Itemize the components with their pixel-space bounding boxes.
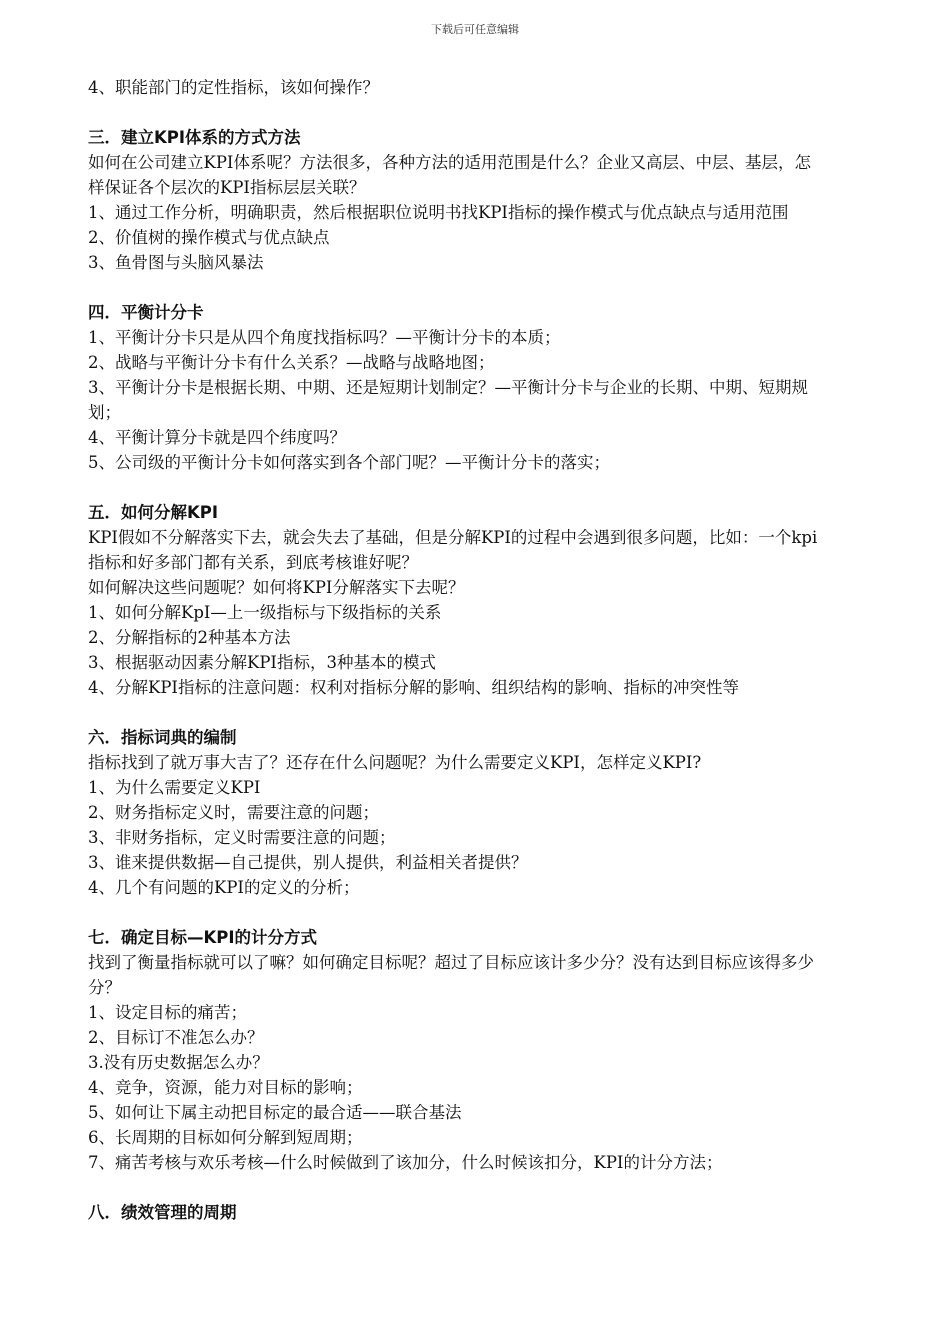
section-heading: 八．绩效管理的周期 bbox=[88, 1203, 237, 1222]
section-5 bbox=[88, 500, 818, 700]
section-line: 指标找到了就万事大吉了？还存在什么问题呢？为什么需要定义KPI，怎样定义KPI? bbox=[88, 753, 702, 772]
section-line: 1、通过工作分析，明确职责，然后根据职位说明书找KPI指标的操作模式与优点缺点与适用范围 bbox=[88, 203, 789, 222]
section-line: 6、长周期的目标如何分解到短周期； bbox=[88, 1128, 363, 1147]
section-line: 5、公司级的平衡计分卡如何落实到各个部门呢？—平衡计分卡的落实； bbox=[88, 453, 610, 472]
section-line: 1、设定目标的痛苦； bbox=[88, 1003, 247, 1022]
section-line: 4、平衡计算分卡就是四个纬度吗？ bbox=[88, 428, 346, 447]
intro-line: 4、职能部门的定性指标，该如何操作？ bbox=[88, 78, 379, 97]
section-line: 如何解决这些问题呢？如何将KPI分解落实下去呢？ bbox=[88, 578, 465, 597]
section-line: 如何在公司建立KPI体系呢？方法很多，各种方法的适用范围是什么？企业又高层、中层、基层，怎样保证各个层次的KPI指标层层关联？ bbox=[88, 153, 811, 197]
section-heading: 七．确定目标—KPI的计分方式 bbox=[88, 928, 318, 947]
section-line: 7、痛苦考核与欢乐考核—什么时候做到了该加分，什么时候该扣分，KPI的计分方法； bbox=[88, 1153, 723, 1172]
section-line: 3、平衡计分卡是根据长期、中期、还是短期计划制定？—平衡计分卡与企业的长期、中期、短期规划； bbox=[88, 378, 808, 422]
section-line: 1、为什么需要定义KPI bbox=[88, 778, 261, 797]
section-line: 找到了衡量指标就可以了嘛？如何确定目标呢？超过了目标应该计多少分？没有达到目标应该得多少分？ bbox=[88, 953, 814, 997]
section-line: 2、分解指标的2种基本方法 bbox=[88, 628, 291, 647]
section-6 bbox=[88, 725, 818, 900]
section-4 bbox=[88, 300, 818, 475]
section-line: 3.没有历史数据怎么办？ bbox=[88, 1053, 269, 1072]
section-line: 2、财务指标定义时，需要注意的问题； bbox=[88, 803, 379, 822]
section-line: KPI假如不分解落实下去，就会失去了基础，但是分解KPI的过程中会遇到很多问题，比如：一个kpi指标和好多部门都有关系，到底考核谁好呢？ bbox=[88, 528, 818, 572]
section-line: 3、非财务指标，定义时需要注意的问题； bbox=[88, 828, 396, 847]
section-line: 1、平衡计分卡只是从四个角度找指标吗？—平衡计分卡的本质； bbox=[88, 328, 561, 347]
document-body bbox=[88, 75, 818, 1225]
section-heading: 六．指标词典的编制 bbox=[88, 728, 237, 747]
section-heading: 三．建立KPI体系的方式方法 bbox=[88, 128, 301, 147]
section-line: 3、根据驱动因素分解KPI指标，3种基本的模式 bbox=[88, 653, 436, 672]
section-line: 5、如何让下属主动把目标定的最合适——联合基法 bbox=[88, 1103, 462, 1122]
section-7 bbox=[88, 925, 818, 1175]
page-header: 下载后可任意编辑 bbox=[431, 23, 519, 36]
section-8 bbox=[88, 1200, 818, 1225]
section-heading: 四．平衡计分卡 bbox=[88, 303, 204, 322]
section-line: 3、谁来提供数据—自己提供，别人提供，利益相关者提供？ bbox=[88, 853, 528, 872]
section-line: 1、如何分解KpI—上一级指标与下级指标的关系 bbox=[88, 603, 442, 622]
section-line: 2、战略与平衡计分卡有什么关系？—战略与战略地图； bbox=[88, 353, 495, 372]
section-line: 4、分解KPI指标的注意问题：权利对指标分解的影响、组织结构的影响、指标的冲突性等 bbox=[88, 678, 739, 697]
section-line: 4、几个有问题的KPI的定义的分析； bbox=[88, 878, 360, 897]
section-line: 4、竞争，资源，能力对目标的影响； bbox=[88, 1078, 363, 1097]
section-3 bbox=[88, 125, 818, 275]
section-line: 3、鱼骨图与头脑风暴法 bbox=[88, 253, 264, 272]
section-heading: 五．如何分解KPI bbox=[88, 503, 219, 522]
section-line: 2、目标订不准怎么办？ bbox=[88, 1028, 264, 1047]
section-line: 2、价值树的操作模式与优点缺点 bbox=[88, 228, 330, 247]
